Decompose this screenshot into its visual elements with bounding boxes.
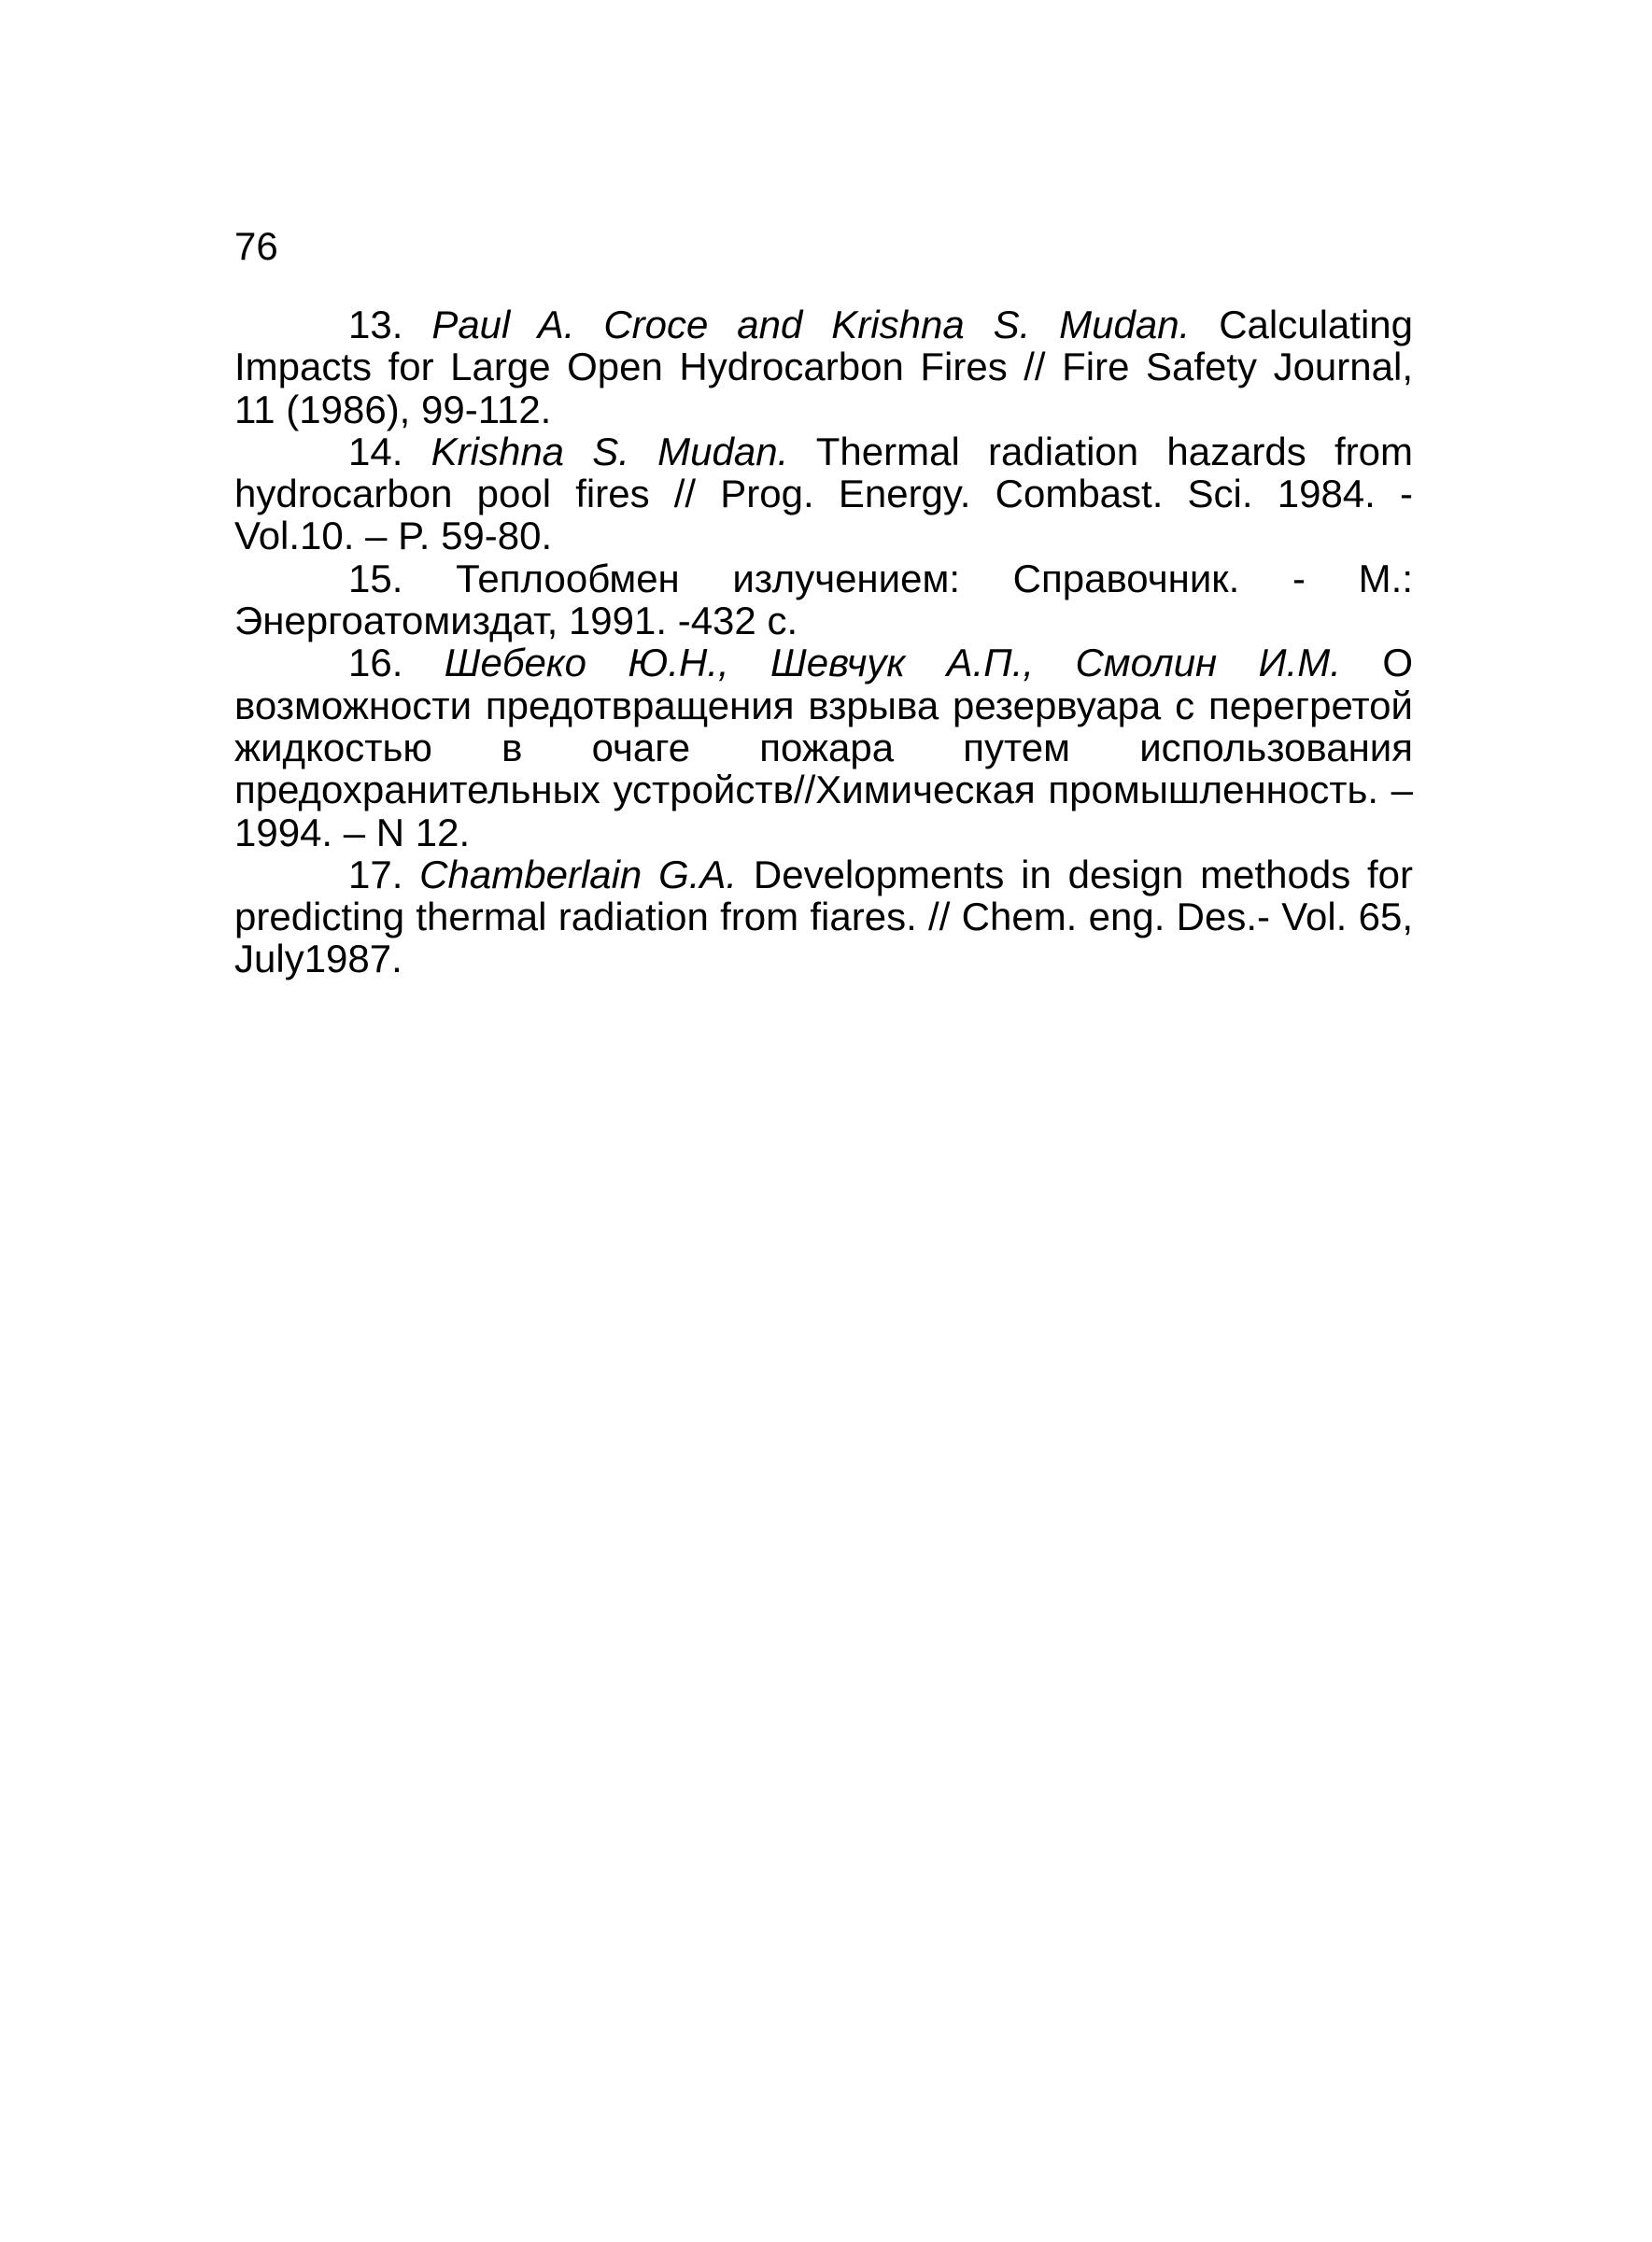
reference-number: 16.	[348, 641, 403, 685]
reference-text: О возможности предотвращения взрыва резервуара с перегретой жидкостью в очаге пожара путем использования предохранительных устройств//Химическая промышленность. – 1994. – N 12.	[234, 641, 1414, 854]
reference-authors: Krishna S. Mudan.	[431, 429, 789, 473]
reference-16	[234, 642, 1413, 853]
reference-number: 14.	[348, 429, 403, 473]
reference-17	[234, 853, 1413, 980]
reference-14	[234, 430, 1413, 557]
reference-15	[234, 557, 1413, 642]
reference-13	[234, 303, 1413, 430]
reference-text: Теплообмен излучением: Справочник. - М.: Энергоатомиздат, 1991. -432 с.	[234, 556, 1414, 643]
reference-text: Thermal radiation hazards from hydrocarbon pool fires // Prog. Energy. Combast. Sci. 1984. - Vol.10. – P. 59-80.	[234, 429, 1414, 558]
reference-list	[234, 303, 1413, 980]
reference-number: 17.	[348, 852, 403, 896]
reference-text: Calculating Impacts for Large Open Hydrocarbon Fires // Fire Safety Journal, 11 (1986), 99-112.	[234, 303, 1413, 431]
reference-number: 13.	[348, 303, 403, 346]
reference-number: 15.	[348, 556, 403, 600]
reference-authors: Paul A. Croce and Krishna S. Mudan.	[431, 303, 1191, 346]
reference-authors: Шебеко Ю.Н., Шевчук А.П., Смолин И.М.	[444, 641, 1341, 685]
page-number: 76	[234, 224, 278, 268]
reference-authors: Chamberlain G.A.	[419, 852, 738, 896]
reference-text: Developments in design methods for predicting thermal radiation from fiares. // Chem. eng. Des.- Vol. 65, July1987.	[234, 852, 1414, 981]
